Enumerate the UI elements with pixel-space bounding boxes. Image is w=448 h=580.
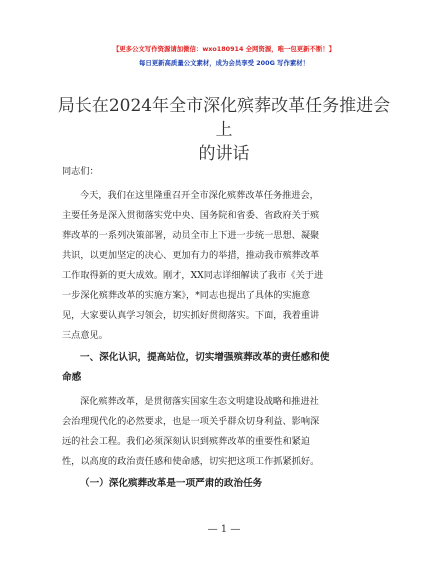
paragraph-line: 会治理现代化的必然要求，也是一项关乎群众切身利益、影响深: [62, 416, 320, 427]
paragraph-line: 见，大家要认真学习领会，切实抓好贯彻落实。下面，我着重讲: [62, 310, 320, 321]
paragraph-line: 工作取得新的更大成效。刚才，XX同志详细解读了我市《关于进: [62, 270, 324, 281]
paragraph-line: 三点意见。: [62, 330, 108, 341]
salutation: 同志们：: [62, 166, 99, 177]
paragraph-line: 葬改革的一系列决策部署，动员全市上下进一步统一思想、凝聚: [62, 230, 320, 241]
paragraph-line: 远的社会工程。我们必须深刻认识到殡葬改革的重要性和紧迫: [62, 436, 311, 447]
paragraph-line: 主要任务是深入贯彻落实党中央、国务院和省委、省政府关于殡: [62, 210, 320, 221]
title-line-2: 的讲话: [198, 144, 250, 164]
paragraph-line: 共识，以更加坚定的决心、更加有力的举措，推动我市殡葬改革: [62, 250, 320, 261]
promo-banner-bottom[interactable]: 每日更新高质量公文素材，成为会员享受 200G 写作素材！: [138, 59, 310, 67]
heading-line: 命感: [62, 372, 82, 383]
title-line-1: 局长在2024年全市深化殡葬改革任务推进会上: [57, 96, 391, 140]
paragraph-line: 一步深化殡葬改革的实施方案》，*同志也提出了具体的实施意: [62, 290, 311, 301]
paragraph-line: 性，以高度的政治责任感和使命感，切实把这项工作抓紧抓好。: [62, 456, 320, 467]
promo-banner-top[interactable]: 【更多公文写作资源请加微信：wxo180914 全网资源，唯一包更新不断！】: [112, 45, 336, 53]
page-number: — 1 —: [207, 524, 241, 535]
paragraph-line: 今天，我们在这里隆重召开全市深化殡葬改革任务推进会，: [80, 190, 319, 201]
paragraph-line: 深化殡葬改革，是贯彻落实国家生态文明建设战略和推进社: [80, 396, 319, 407]
heading-line: 一、深化认识，提高站位，切实增强殡葬改革的责任感和使: [80, 352, 330, 363]
section-subheading-1: （一）深化殡葬改革是一项严肃的政治任务: [80, 478, 263, 489]
document-title: [50, 94, 398, 166]
